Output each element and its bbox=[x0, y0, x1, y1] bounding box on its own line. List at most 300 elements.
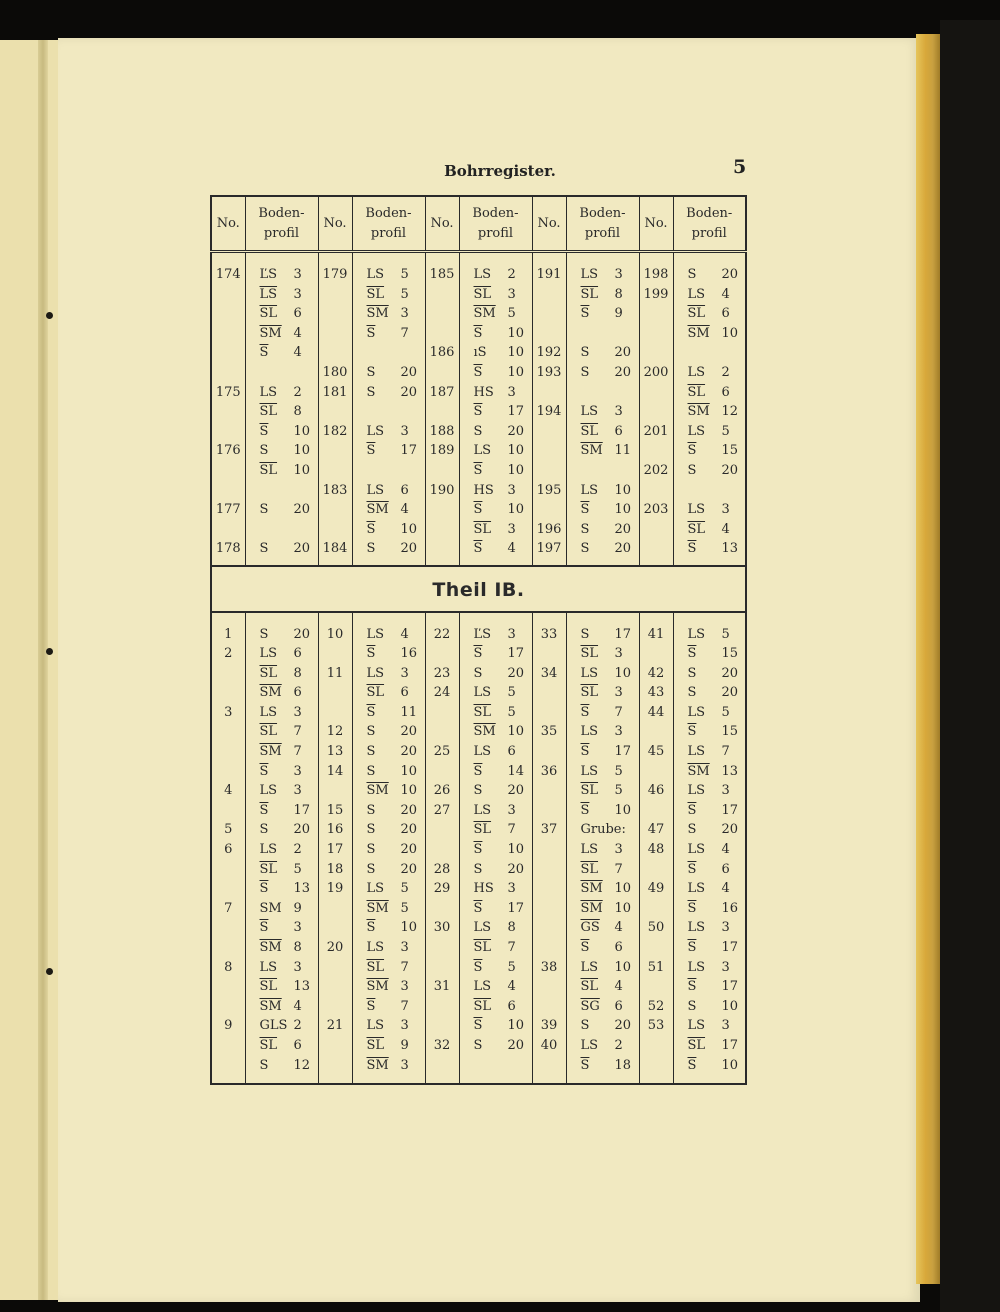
soil-layer bbox=[353, 520, 425, 540]
soil-layer bbox=[460, 402, 532, 422]
soil-layer bbox=[567, 683, 639, 703]
soil-type: S bbox=[366, 822, 376, 838]
bore-number bbox=[533, 801, 566, 821]
bore-number bbox=[640, 644, 673, 664]
soil-type: $\overline{S}$ bbox=[366, 521, 376, 537]
bore-number bbox=[319, 1036, 352, 1056]
layer-depth: 17 bbox=[507, 646, 525, 662]
bore-number bbox=[533, 781, 566, 801]
soil-layer bbox=[567, 1056, 639, 1076]
soil-layer bbox=[246, 422, 318, 442]
soil-layer bbox=[460, 664, 532, 684]
layer-depth: 2 bbox=[614, 1037, 623, 1053]
bore-number bbox=[426, 820, 459, 840]
number-column bbox=[318, 612, 352, 1085]
soil-type: $\overline{S}$ bbox=[366, 704, 376, 720]
layer-depth: 3 bbox=[400, 423, 409, 439]
layer-depth: 6 bbox=[721, 306, 730, 322]
soil-type: HS bbox=[473, 482, 494, 498]
soil-type: $\overline{S}$ bbox=[687, 861, 697, 877]
soil-type: $\overline{S}$ bbox=[687, 979, 697, 995]
profile-column bbox=[459, 252, 532, 566]
layer-depth: 3 bbox=[614, 685, 623, 701]
soil-type: S bbox=[366, 763, 376, 779]
layer-depth: 5 bbox=[507, 704, 516, 720]
bore-number bbox=[533, 742, 566, 762]
bore-number: 14 bbox=[326, 763, 344, 779]
bore-number bbox=[426, 500, 459, 520]
layer-depth: 3 bbox=[507, 626, 516, 642]
layer-depth: 4 bbox=[721, 521, 730, 537]
soil-type: $\overline{S}$ bbox=[580, 940, 590, 955]
bore-number: 40 bbox=[540, 1037, 558, 1053]
soil-layer bbox=[353, 762, 425, 782]
bore-number bbox=[640, 1036, 673, 1056]
layer-depth: 17 bbox=[721, 940, 739, 955]
bore-number bbox=[426, 324, 459, 344]
soil-type: S bbox=[687, 685, 697, 701]
soil-layer bbox=[674, 539, 746, 559]
soil-layer bbox=[567, 363, 639, 383]
soil-layer bbox=[460, 500, 532, 520]
layer-depth: 6 bbox=[293, 1037, 302, 1053]
bore-number: 190 bbox=[429, 482, 455, 498]
bore-register-table bbox=[210, 195, 747, 1085]
soil-type: LS bbox=[366, 423, 385, 439]
bore-number bbox=[533, 860, 566, 880]
bore-number bbox=[319, 703, 352, 723]
soil-type: S bbox=[473, 1037, 483, 1053]
soil-layer bbox=[353, 899, 425, 919]
bore-number: 195 bbox=[536, 482, 562, 498]
soil-type: $\overline{S}$ bbox=[687, 940, 697, 955]
soil-type: S bbox=[366, 541, 376, 557]
soil-type: $\overline{S}$ bbox=[580, 704, 590, 720]
soil-type: HS bbox=[473, 881, 494, 897]
layer-depth: 6 bbox=[721, 861, 730, 877]
binding-hole bbox=[46, 968, 53, 975]
soil-type: $\overline{S}$ bbox=[580, 306, 590, 322]
bore-number: 25 bbox=[433, 744, 451, 760]
layer-depth: 6 bbox=[507, 998, 516, 1014]
layer-depth: 20 bbox=[507, 665, 525, 681]
bore-number bbox=[426, 899, 459, 919]
soil-type: $\overline{S}$ bbox=[687, 802, 697, 818]
layer-depth: 3 bbox=[293, 286, 302, 302]
bore-number: 184 bbox=[322, 541, 348, 557]
soil-layer bbox=[353, 265, 425, 285]
soil-layer bbox=[460, 840, 532, 860]
layer-depth: 11 bbox=[614, 443, 632, 459]
layer-depth: 5 bbox=[400, 286, 409, 302]
bore-number bbox=[640, 762, 673, 782]
bore-number bbox=[640, 481, 673, 501]
soil-layer bbox=[353, 958, 425, 978]
layer-depth: 17 bbox=[721, 802, 739, 818]
layer-depth: 6 bbox=[507, 744, 516, 760]
soil-type: LS bbox=[687, 783, 706, 799]
soil-type: $\overline{SM}$ bbox=[259, 685, 282, 701]
soil-type: $\overline{SM}$ bbox=[687, 404, 710, 420]
soil-layer bbox=[674, 520, 746, 540]
number-column bbox=[211, 252, 245, 566]
bore-number bbox=[640, 343, 673, 363]
bore-number: 29 bbox=[433, 881, 451, 897]
bore-number bbox=[640, 977, 673, 997]
layer-depth: 10 bbox=[507, 724, 525, 740]
soil-type: $\overline{S}$ bbox=[473, 502, 483, 518]
soil-type: S bbox=[259, 626, 269, 642]
bore-number bbox=[533, 441, 566, 461]
soil-type: $\overline{SL}$ bbox=[259, 861, 278, 877]
soil-type: $\overline{S}$ bbox=[473, 541, 483, 557]
soil-type: S bbox=[259, 541, 269, 557]
book-cover bbox=[940, 20, 1000, 1312]
soil-layer bbox=[674, 938, 746, 958]
soil-type: $\overline{SL}$ bbox=[259, 979, 278, 995]
layer-depth: 12 bbox=[293, 1057, 311, 1073]
soil-layer bbox=[246, 402, 318, 422]
soil-type: LS bbox=[687, 502, 706, 518]
number-column bbox=[532, 612, 566, 1085]
bore-number bbox=[533, 644, 566, 664]
soil-type: $\overline{SM}$ bbox=[580, 443, 603, 459]
soil-type: HS bbox=[473, 384, 494, 400]
soil-layer bbox=[353, 781, 425, 801]
soil-type: ĽS bbox=[259, 267, 278, 282]
bore-number bbox=[426, 703, 459, 723]
soil-type: ıS bbox=[473, 345, 487, 361]
layer-depth: 10 bbox=[400, 783, 418, 799]
soil-layer bbox=[460, 1036, 532, 1056]
layer-depth: 10 bbox=[293, 423, 311, 439]
layer-depth: 6 bbox=[614, 940, 623, 955]
soil-layer bbox=[567, 918, 639, 938]
soil-layer bbox=[674, 722, 746, 742]
column-header-no: No. bbox=[425, 196, 459, 252]
layer-depth: 6 bbox=[400, 685, 409, 701]
soil-layer bbox=[246, 938, 318, 958]
soil-type: $\overline{SL}$ bbox=[259, 665, 278, 681]
soil-type: $\overline{SL}$ bbox=[259, 306, 278, 322]
soil-layer bbox=[674, 1036, 746, 1056]
layer-depth: 13 bbox=[293, 979, 311, 995]
soil-layer bbox=[460, 324, 532, 344]
soil-type: $\overline{S}$ bbox=[580, 802, 590, 818]
layer-depth: 5 bbox=[507, 685, 516, 701]
soil-layer bbox=[460, 860, 532, 880]
layer-depth: 4 bbox=[721, 881, 730, 897]
profile-column bbox=[673, 612, 746, 1085]
soil-layer bbox=[460, 899, 532, 919]
soil-type: S bbox=[687, 998, 697, 1014]
layer-depth: 5 bbox=[400, 267, 409, 282]
bore-number: 8 bbox=[224, 959, 233, 975]
number-column bbox=[425, 612, 459, 1085]
soil-layer bbox=[460, 363, 532, 383]
soil-type: LS bbox=[580, 665, 599, 681]
bore-number bbox=[640, 441, 673, 461]
soil-layer bbox=[460, 879, 532, 899]
soil-type: LS bbox=[580, 842, 599, 858]
soil-type: $\overline{SL}$ bbox=[366, 286, 385, 302]
section-title: Theil IB. bbox=[211, 566, 746, 612]
soil-type: LS bbox=[259, 646, 278, 662]
soil-type: S bbox=[687, 822, 697, 838]
bore-number: 37 bbox=[540, 822, 558, 838]
layer-depth: 17 bbox=[507, 900, 525, 916]
bore-number: 48 bbox=[647, 842, 665, 858]
profile-column bbox=[459, 612, 532, 1085]
bore-number: 189 bbox=[429, 443, 455, 459]
number-column bbox=[639, 252, 673, 566]
bore-number bbox=[426, 762, 459, 782]
soil-type: S bbox=[366, 842, 376, 858]
bore-number bbox=[319, 304, 352, 324]
soil-type: $\overline{S}$ bbox=[473, 364, 483, 380]
bore-number: 202 bbox=[643, 462, 669, 478]
soil-type: $\overline{SL}$ bbox=[580, 861, 599, 877]
soil-type: Grube: bbox=[580, 822, 626, 838]
soil-layer bbox=[567, 899, 639, 919]
layer-depth: 7 bbox=[507, 940, 516, 955]
soil-layer bbox=[674, 820, 746, 840]
layer-depth: 3 bbox=[721, 1018, 730, 1034]
layer-depth: 6 bbox=[293, 646, 302, 662]
bore-number bbox=[426, 722, 459, 742]
soil-layer bbox=[460, 1056, 532, 1076]
soil-type: $\overline{S}$ bbox=[687, 1057, 697, 1073]
bore-number: 198 bbox=[643, 267, 669, 282]
soil-type: $\overline{S}$ bbox=[687, 724, 697, 740]
bore-number: 6 bbox=[224, 842, 233, 858]
layer-depth: 10 bbox=[507, 443, 525, 459]
layer-depth: 20 bbox=[507, 423, 525, 439]
bore-number: 178 bbox=[215, 541, 241, 557]
bore-number bbox=[212, 1036, 245, 1056]
soil-type: $\overline{SL}$ bbox=[259, 1037, 278, 1053]
layer-depth: 9 bbox=[614, 306, 623, 322]
bore-number bbox=[426, 304, 459, 324]
layer-depth: 11 bbox=[400, 704, 418, 720]
soil-layer bbox=[246, 304, 318, 324]
soil-type: LS bbox=[580, 1037, 599, 1053]
layer-depth: 10 bbox=[614, 881, 632, 897]
soil-type: LS bbox=[687, 423, 706, 439]
layer-depth: 10 bbox=[614, 482, 632, 498]
bore-number bbox=[640, 539, 673, 559]
running-title: Bohrregister. bbox=[444, 162, 556, 180]
soil-layer bbox=[353, 441, 425, 461]
soil-layer bbox=[567, 265, 639, 285]
soil-type: S bbox=[473, 861, 483, 877]
bore-number bbox=[426, 1016, 459, 1036]
bore-number: 2 bbox=[224, 646, 233, 662]
bore-number: 35 bbox=[540, 724, 558, 740]
bore-number: 3 bbox=[224, 704, 233, 720]
soil-layer bbox=[460, 820, 532, 840]
layer-depth: 20 bbox=[400, 744, 418, 760]
layer-depth: 7 bbox=[293, 744, 302, 760]
soil-type: $\overline{SL}$ bbox=[259, 462, 278, 478]
soil-layer bbox=[674, 683, 746, 703]
soil-layer bbox=[460, 520, 532, 540]
soil-type: $\overline{S}$ bbox=[259, 345, 269, 361]
soil-type: LS bbox=[366, 482, 385, 498]
bore-number: 18 bbox=[326, 861, 344, 877]
bore-number bbox=[426, 285, 459, 305]
soil-layer bbox=[353, 801, 425, 821]
soil-layer bbox=[353, 383, 425, 403]
bore-number: 20 bbox=[326, 940, 344, 955]
soil-type: S bbox=[473, 665, 483, 681]
bore-number: 43 bbox=[647, 685, 665, 701]
bore-number bbox=[533, 938, 566, 958]
bore-number bbox=[212, 918, 245, 938]
layer-depth: 20 bbox=[507, 783, 525, 799]
soil-layer bbox=[674, 801, 746, 821]
layer-depth: 3 bbox=[614, 646, 623, 662]
bore-number bbox=[212, 285, 245, 305]
soil-type: $\overline{SL}$ bbox=[473, 704, 492, 720]
soil-type: $\overline{S}$ bbox=[366, 646, 376, 662]
soil-type: $\overline{SL}$ bbox=[580, 783, 599, 799]
profile-header-text: Boden- profil bbox=[258, 206, 305, 241]
layer-depth: 20 bbox=[400, 541, 418, 557]
soil-type: $\overline{SM}$ bbox=[366, 783, 389, 799]
soil-type: $\overline{SM}$ bbox=[473, 724, 496, 740]
soil-type: $\overline{SM}$ bbox=[259, 325, 282, 341]
bore-number bbox=[426, 1056, 459, 1076]
soil-type: $\overline{S}$ bbox=[473, 462, 483, 478]
soil-layer bbox=[353, 722, 425, 742]
soil-layer bbox=[353, 422, 425, 442]
bore-number bbox=[319, 781, 352, 801]
layer-depth: 10 bbox=[400, 763, 418, 779]
soil-layer bbox=[674, 265, 746, 285]
bore-number bbox=[319, 958, 352, 978]
bore-number: 49 bbox=[647, 881, 665, 897]
soil-layer bbox=[567, 324, 639, 344]
soil-type: $\overline{SM}$ bbox=[366, 502, 389, 518]
bore-number bbox=[212, 664, 245, 684]
soil-type: $\overline{GS}$ bbox=[580, 920, 600, 936]
binding-hole bbox=[46, 312, 53, 319]
bore-number bbox=[533, 703, 566, 723]
layer-depth: 2 bbox=[507, 267, 516, 282]
soil-layer bbox=[246, 879, 318, 899]
soil-layer bbox=[567, 664, 639, 684]
soil-layer bbox=[460, 304, 532, 324]
layer-depth: 3 bbox=[721, 959, 730, 975]
soil-type: $\overline{SL}$ bbox=[687, 1037, 706, 1053]
soil-layer bbox=[246, 722, 318, 742]
soil-type: S bbox=[366, 744, 376, 760]
soil-layer bbox=[567, 644, 639, 664]
soil-type: $\overline{S}$ bbox=[473, 404, 483, 420]
layer-depth: 20 bbox=[721, 822, 739, 838]
number-column bbox=[425, 252, 459, 566]
layer-depth: 3 bbox=[400, 306, 409, 322]
layer-depth: 20 bbox=[400, 802, 418, 818]
soil-layer bbox=[567, 840, 639, 860]
layer-depth: 5 bbox=[721, 704, 730, 720]
layer-depth: 3 bbox=[507, 286, 516, 302]
bore-number: 193 bbox=[536, 364, 562, 380]
soil-type: $\overline{S}$ bbox=[473, 900, 483, 916]
layer-depth: 2 bbox=[293, 1018, 302, 1034]
soil-type: $\overline{SM}$ bbox=[580, 900, 603, 916]
layer-depth: 10 bbox=[507, 364, 525, 380]
bore-number: 33 bbox=[540, 626, 558, 642]
bore-number: 26 bbox=[433, 783, 451, 799]
soil-type: LS bbox=[366, 267, 385, 282]
soil-type: LS bbox=[580, 267, 599, 282]
bore-number bbox=[212, 801, 245, 821]
soil-type: LS bbox=[687, 842, 706, 858]
number-column bbox=[639, 612, 673, 1085]
bore-number bbox=[319, 285, 352, 305]
bore-number: 174 bbox=[215, 267, 241, 282]
soil-type: LS bbox=[259, 704, 278, 720]
soil-layer bbox=[460, 958, 532, 978]
layer-depth: 20 bbox=[293, 541, 311, 557]
soil-layer bbox=[246, 265, 318, 285]
layer-depth: 20 bbox=[721, 462, 739, 478]
soil-type: LS bbox=[687, 364, 706, 380]
layer-depth: 17 bbox=[614, 744, 632, 760]
soil-layer bbox=[674, 1056, 746, 1076]
bore-number bbox=[640, 860, 673, 880]
soil-type: $\overline{SM}$ bbox=[687, 763, 710, 779]
layer-depth: 17 bbox=[614, 626, 632, 642]
soil-layer bbox=[246, 762, 318, 782]
bore-number: 53 bbox=[647, 1018, 665, 1034]
layer-depth: 3 bbox=[507, 384, 516, 400]
soil-layer bbox=[460, 742, 532, 762]
layer-depth: 10 bbox=[721, 1057, 739, 1073]
layer-depth: 10 bbox=[721, 998, 739, 1014]
bore-number: 47 bbox=[647, 822, 665, 838]
soil-layer bbox=[567, 402, 639, 422]
soil-layer bbox=[246, 461, 318, 481]
soil-layer bbox=[567, 422, 639, 442]
bore-number bbox=[426, 840, 459, 860]
soil-layer bbox=[567, 1016, 639, 1036]
bore-number bbox=[212, 683, 245, 703]
soil-layer bbox=[460, 422, 532, 442]
section-divider-row bbox=[211, 566, 746, 612]
soil-layer bbox=[353, 402, 425, 422]
bore-number bbox=[212, 481, 245, 501]
layer-depth: 20 bbox=[400, 364, 418, 380]
layer-depth: 17 bbox=[721, 979, 739, 995]
soil-layer bbox=[353, 500, 425, 520]
bore-number bbox=[319, 441, 352, 461]
soil-layer bbox=[246, 977, 318, 997]
soil-layer bbox=[674, 958, 746, 978]
soil-layer bbox=[353, 840, 425, 860]
bore-number: 34 bbox=[540, 665, 558, 681]
layer-depth: 13 bbox=[721, 763, 739, 779]
soil-type: LS bbox=[366, 881, 385, 897]
bore-number: 44 bbox=[647, 704, 665, 720]
bore-number bbox=[212, 860, 245, 880]
bore-number bbox=[212, 977, 245, 997]
soil-layer bbox=[246, 997, 318, 1017]
bore-number: 188 bbox=[429, 423, 455, 439]
soil-layer bbox=[353, 324, 425, 344]
